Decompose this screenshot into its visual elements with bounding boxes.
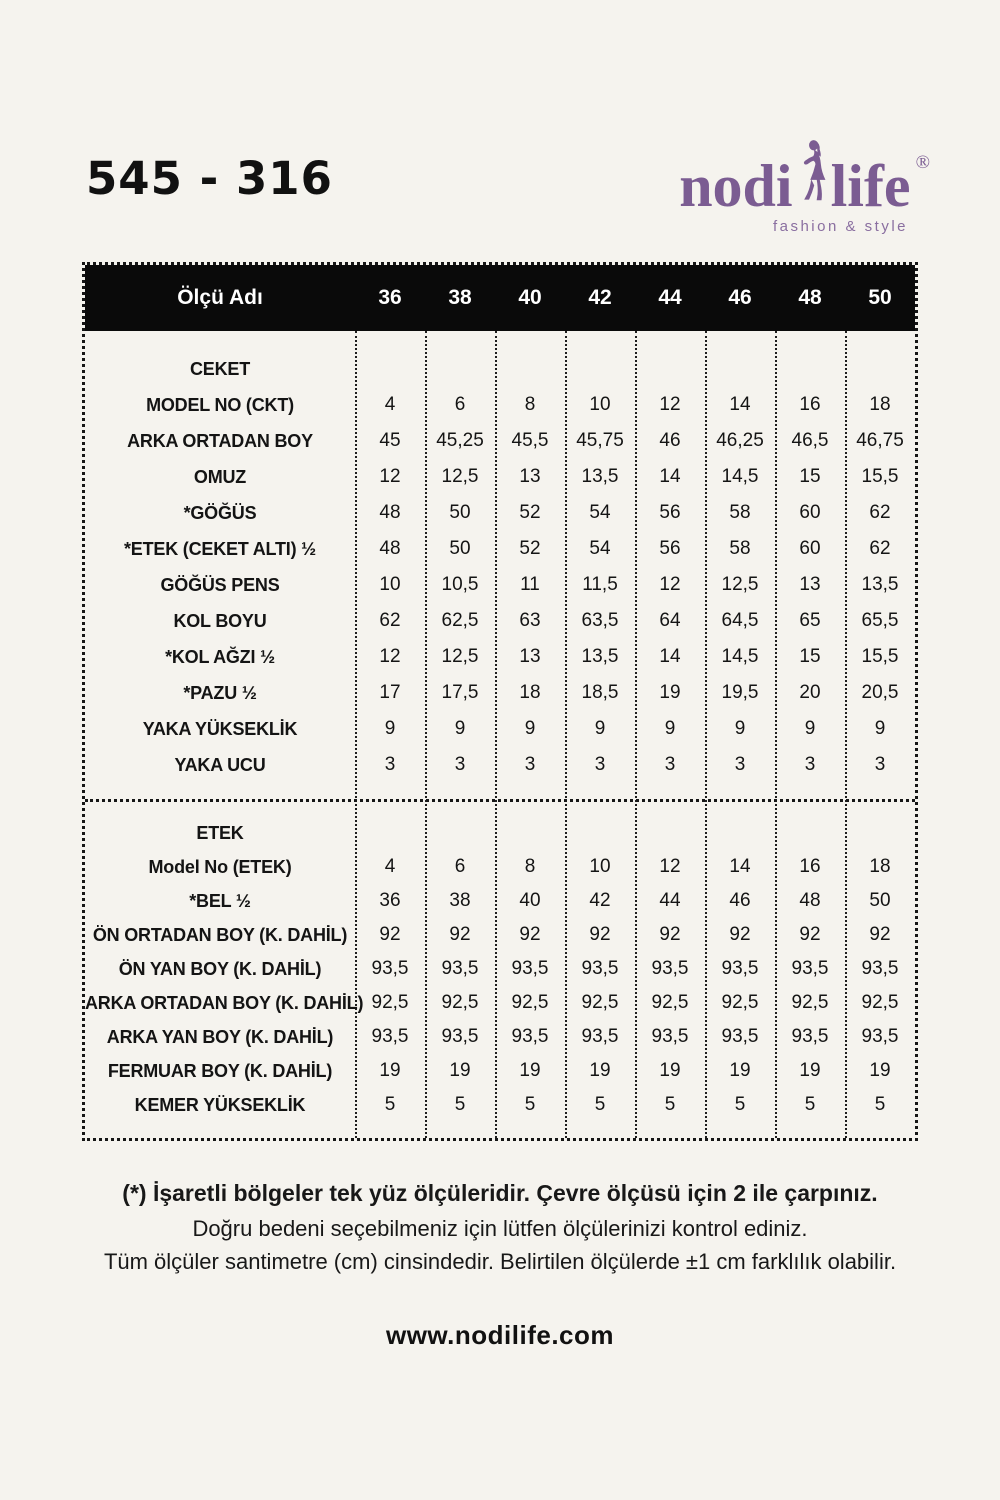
cell-value: 14 [659, 646, 681, 667]
cell-value: 50 [449, 538, 471, 559]
cell-value: 5 [874, 1094, 886, 1115]
table-row [85, 816, 915, 850]
cell-value: 3 [524, 754, 536, 775]
cell-value: 18,5 [581, 682, 619, 703]
cell-value: 93,5 [371, 1026, 409, 1047]
cell-value: 19 [799, 1060, 821, 1081]
table-row [85, 423, 915, 459]
table-header-label: Ölçü Adı [177, 286, 263, 309]
table-header-row [85, 265, 915, 331]
cell-value: 93,5 [791, 958, 829, 979]
row-label: *ETEK (CEKET ALTI) ½ [123, 538, 316, 559]
cell-value: 46,5 [791, 430, 829, 451]
row-label: KOL BOYU [173, 610, 267, 631]
cell-value: 13 [519, 646, 541, 667]
row-label: FERMUAR BOY (K. DAHİL) [107, 1060, 333, 1081]
cell-value: 13,5 [581, 646, 619, 667]
cell-value: 4 [384, 394, 396, 415]
cell-value: 19 [869, 1060, 891, 1081]
cell-value: 48 [379, 502, 401, 523]
table-row [85, 675, 915, 711]
cell-value: 3 [664, 754, 676, 775]
table-row [85, 603, 915, 639]
cell-value: 19 [379, 1060, 401, 1081]
cell-value: 38 [449, 890, 471, 911]
cell-value: 65,5 [861, 610, 899, 631]
size-header-cell: 48 [798, 286, 822, 309]
cell-value: 52 [519, 502, 541, 523]
cell-value: 46 [659, 430, 681, 451]
logo-text-right: life [830, 152, 911, 219]
table-row [85, 351, 915, 387]
cell-value: 11 [520, 574, 540, 595]
brand-logo [679, 134, 930, 235]
cell-value: 56 [659, 502, 681, 523]
table-body [85, 331, 915, 1138]
cell-value: 92 [589, 924, 611, 945]
cell-value: 5 [734, 1094, 746, 1115]
cell-value: 12 [379, 646, 401, 667]
cell-value: 3 [384, 754, 396, 775]
table-row [85, 884, 915, 918]
cell-value: 3 [874, 754, 886, 775]
cell-value: 15,5 [861, 646, 899, 667]
cell-value: 92 [799, 924, 821, 945]
brand-logo-wordmark [679, 134, 930, 219]
size-table [82, 262, 918, 1141]
cell-value: 92,5 [371, 992, 409, 1013]
cell-value: 60 [799, 538, 821, 559]
cell-value: 5 [594, 1094, 606, 1115]
row-label: OMUZ [193, 466, 247, 487]
cell-value: 93,5 [511, 958, 549, 979]
cell-value: 93,5 [511, 1026, 549, 1047]
cell-value: 5 [804, 1094, 816, 1115]
cell-value: 12 [659, 394, 681, 415]
size-header-cell: 46 [728, 286, 752, 309]
cell-value: 63,5 [581, 610, 619, 631]
cell-value: 45 [379, 430, 401, 451]
cell-value: 12 [659, 856, 681, 877]
cell-value: 19 [659, 1060, 681, 1081]
size-header-cell: 40 [518, 286, 542, 309]
row-label: YAKA UCU [174, 754, 266, 775]
table-section [85, 799, 915, 1138]
cell-value: 64 [659, 610, 681, 631]
cell-value: 45,5 [511, 430, 549, 451]
cell-value: 60 [799, 502, 821, 523]
cell-value: 58 [729, 538, 751, 559]
size-header-cell: 50 [868, 286, 892, 309]
cell-value: 19 [659, 682, 681, 703]
note-line-1: (*) İşaretli bölgeler tek yüz ölçüleridir. Çevre ölçüsü için 2 ile çarpınız. [122, 1180, 878, 1206]
cell-value: 13 [799, 574, 821, 595]
cell-value: 14 [729, 856, 751, 877]
cell-value: 50 [869, 890, 891, 911]
cell-value: 16 [799, 394, 821, 415]
row-label: KEMER YÜKSEKLİK [134, 1094, 306, 1115]
table-section [85, 331, 915, 799]
table-row [85, 1054, 915, 1088]
cell-value: 3 [804, 754, 816, 775]
cell-value: 3 [594, 754, 606, 775]
table-row [85, 952, 915, 986]
cell-value: 65 [799, 610, 821, 631]
cell-value: 93,5 [791, 1026, 829, 1047]
cell-value: 13,5 [861, 574, 899, 595]
cell-value: 3 [734, 754, 746, 775]
row-label: ARKA YAN BOY (K. DAHİL) [106, 1026, 334, 1047]
cell-value: 92,5 [861, 992, 899, 1013]
cell-value: 4 [384, 856, 396, 877]
table-row [85, 639, 915, 675]
cell-value: 92,5 [721, 992, 759, 1013]
row-label: ARKA ORTADAN BOY [127, 430, 313, 451]
cell-value: 13,5 [581, 466, 619, 487]
cell-value: 17,5 [441, 682, 479, 703]
cell-value: 12,5 [721, 574, 759, 595]
cell-value: 48 [379, 538, 401, 559]
cell-value: 14,5 [721, 466, 759, 487]
table-row [85, 918, 915, 952]
cell-value: 13 [519, 466, 541, 487]
cell-value: 52 [519, 538, 541, 559]
cell-value: 42 [589, 890, 611, 911]
row-label: ARKA ORTADAN BOY (K. DAHİL) [85, 992, 364, 1013]
cell-value: 62,5 [441, 610, 479, 631]
size-header-cell: 36 [378, 286, 402, 309]
row-label: Model No (ETEK) [148, 856, 292, 877]
note-line-3: Tüm ölçüler santimetre (cm) cinsindedir. Belirtilen ölçülerde ±1 cm farklılık olabilir. [103, 1249, 897, 1274]
table-row [85, 1020, 915, 1054]
cell-value: 5 [664, 1094, 676, 1115]
section-title: CEKET [189, 358, 250, 379]
cell-value: 9 [874, 718, 886, 739]
cell-value: 93,5 [371, 958, 409, 979]
cell-value: 6 [454, 394, 466, 415]
table-row [85, 850, 915, 884]
cell-value: 93,5 [581, 958, 619, 979]
cell-value: 50 [449, 502, 471, 523]
cell-value: 5 [454, 1094, 466, 1115]
cell-value: 92,5 [651, 992, 689, 1013]
cell-value: 93,5 [861, 1026, 899, 1047]
cell-value: 63 [519, 610, 541, 631]
registered-trademark-icon: ® [915, 152, 930, 173]
cell-value: 40 [519, 890, 541, 911]
row-label: ÖN ORTADAN BOY (K. DAHİL) [92, 924, 348, 945]
cell-value: 64,5 [721, 610, 759, 631]
website-url: www.nodilife.com [385, 1320, 615, 1350]
cell-value: 62 [869, 502, 891, 523]
cell-value: 17 [379, 682, 401, 703]
cell-value: 93,5 [861, 958, 899, 979]
row-label: *KOL AĞZI ½ [165, 646, 275, 667]
cell-value: 15,5 [861, 466, 899, 487]
product-code: 545 - 316 [86, 152, 333, 205]
cell-value: 12,5 [441, 466, 479, 487]
row-label: *GÖĞÜS [183, 502, 257, 523]
table-row [85, 747, 915, 783]
cell-value: 8 [524, 394, 536, 415]
cell-value: 19 [729, 1060, 751, 1081]
size-header-cell: 44 [658, 286, 682, 309]
cell-value: 3 [454, 754, 466, 775]
cell-value: 9 [524, 718, 536, 739]
cell-value: 92,5 [581, 992, 619, 1013]
cell-value: 12,5 [441, 646, 479, 667]
cell-value: 92,5 [441, 992, 479, 1013]
cell-value: 92 [729, 924, 751, 945]
cell-value: 18 [869, 856, 891, 877]
table-row [85, 986, 915, 1020]
cell-value: 58 [729, 502, 751, 523]
note-line-2: Doğru bedeni seçebilmeniz için lütfen ölçülerinizi kontrol ediniz. [192, 1216, 808, 1241]
cell-value: 6 [454, 856, 466, 877]
row-label: *BEL ½ [189, 890, 251, 911]
cell-value: 92 [519, 924, 541, 945]
cell-value: 62 [379, 610, 401, 631]
cell-value: 92,5 [511, 992, 549, 1013]
logo-text-left: nodi [679, 152, 793, 219]
table-row [85, 711, 915, 747]
cell-value: 19 [449, 1060, 471, 1081]
cell-value: 18 [519, 682, 541, 703]
cell-value: 9 [454, 718, 466, 739]
table-row [85, 531, 915, 567]
woman-silhouette-icon [796, 134, 830, 216]
logo-tagline: fashion & style [772, 218, 908, 235]
row-label: YAKA YÜKSEKLİK [142, 718, 298, 739]
cell-value: 45,25 [436, 430, 484, 451]
measurement-notes [0, 1180, 1000, 1282]
row-label: GÖĞÜS PENS [160, 574, 280, 595]
cell-value: 93,5 [441, 1026, 479, 1047]
cell-value: 12 [379, 466, 401, 487]
row-label: ÖN YAN BOY (K. DAHİL) [118, 958, 322, 979]
size-header-cell: 42 [588, 286, 612, 309]
cell-value: 46 [729, 890, 751, 911]
cell-value: 11,5 [582, 574, 618, 595]
cell-value: 15 [799, 646, 821, 667]
cell-value: 19 [519, 1060, 541, 1081]
cell-value: 20 [799, 682, 821, 703]
cell-value: 10,5 [441, 574, 479, 595]
cell-value: 20,5 [861, 682, 899, 703]
cell-value: 92 [379, 924, 401, 945]
cell-value: 92 [869, 924, 891, 945]
table-row [85, 459, 915, 495]
cell-value: 19,5 [721, 682, 759, 703]
cell-value: 14,5 [721, 646, 759, 667]
cell-value: 56 [659, 538, 681, 559]
size-header-cell: 38 [448, 286, 472, 309]
cell-value: 45,75 [576, 430, 624, 451]
cell-value: 16 [799, 856, 821, 877]
row-label: MODEL NO (CKT) [146, 394, 294, 415]
cell-value: 10 [379, 574, 401, 595]
cell-value: 8 [524, 856, 536, 877]
cell-value: 54 [589, 538, 611, 559]
cell-value: 93,5 [721, 958, 759, 979]
cell-value: 46,75 [856, 430, 904, 451]
cell-value: 93,5 [651, 1026, 689, 1047]
cell-value: 15 [799, 466, 821, 487]
cell-value: 54 [589, 502, 611, 523]
cell-value: 92 [659, 924, 681, 945]
table-row [85, 387, 915, 423]
cell-value: 46,25 [716, 430, 764, 451]
cell-value: 10 [589, 856, 611, 877]
cell-value: 14 [659, 466, 681, 487]
row-label: *PAZU ½ [183, 682, 257, 703]
table-row [85, 567, 915, 603]
cell-value: 48 [799, 890, 821, 911]
cell-value: 5 [524, 1094, 536, 1115]
cell-value: 92,5 [791, 992, 829, 1013]
cell-value: 12 [659, 574, 681, 595]
cell-value: 9 [594, 718, 606, 739]
cell-value: 36 [379, 890, 401, 911]
section-title: ETEK [196, 822, 244, 843]
table-row [85, 495, 915, 531]
cell-value: 10 [589, 394, 611, 415]
cell-value: 14 [729, 394, 751, 415]
table-row [85, 1088, 915, 1122]
cell-value: 92 [449, 924, 471, 945]
cell-value: 9 [384, 718, 396, 739]
cell-value: 9 [734, 718, 746, 739]
cell-value: 93,5 [581, 1026, 619, 1047]
cell-value: 62 [869, 538, 891, 559]
cell-value: 93,5 [651, 958, 689, 979]
cell-value: 44 [659, 890, 681, 911]
cell-value: 9 [664, 718, 676, 739]
cell-value: 93,5 [721, 1026, 759, 1047]
cell-value: 5 [384, 1094, 396, 1115]
cell-value: 9 [804, 718, 816, 739]
cell-value: 18 [869, 394, 891, 415]
cell-value: 19 [589, 1060, 611, 1081]
cell-value: 93,5 [441, 958, 479, 979]
